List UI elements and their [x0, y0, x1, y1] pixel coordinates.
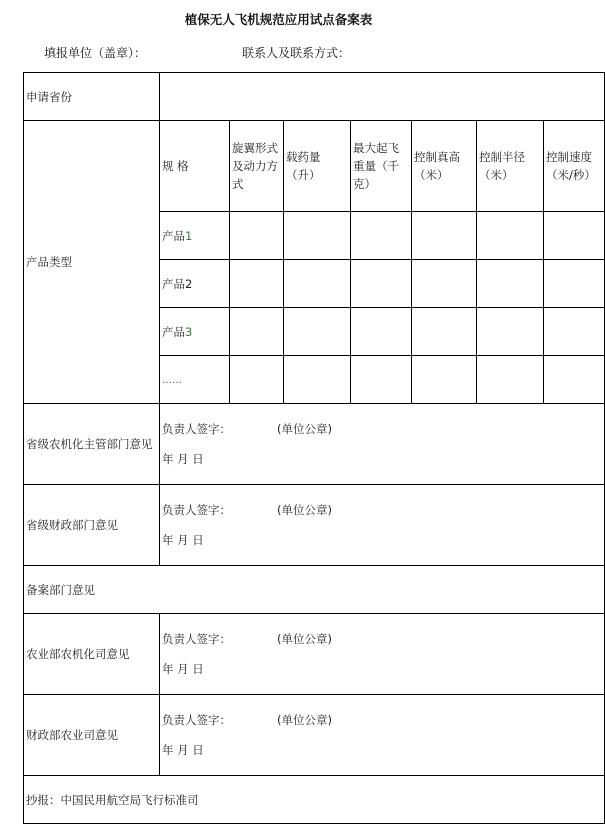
filing-form-table [23, 72, 605, 824]
opinion-row [24, 485, 605, 566]
payload-header: 载药量（升） [284, 121, 351, 212]
apply-province-label: 申请省份 [24, 73, 160, 121]
stamp-label: (单位公章) [277, 422, 332, 436]
page-title: 植保无人飞机规范应用试点备案表 [184, 12, 373, 27]
cell[interactable] [351, 212, 412, 260]
spec-header-row [24, 121, 605, 212]
sign-label: 负责人签字： [162, 503, 231, 517]
cell[interactable] [477, 308, 544, 356]
sign-label: 负责人签字： [162, 422, 231, 436]
control-radius-header: 控制半径（米） [477, 121, 544, 212]
control-speed-header: 控制速度（米/秒） [544, 121, 605, 212]
apply-province-value[interactable] [160, 73, 605, 121]
cell[interactable] [544, 212, 605, 260]
cell[interactable] [412, 356, 477, 404]
cell[interactable] [230, 356, 284, 404]
cell[interactable] [544, 356, 605, 404]
filing-dept-label: 备案部门意见 [24, 566, 605, 614]
opinion-row [24, 695, 605, 776]
cell[interactable] [477, 212, 544, 260]
stamp-label: (单位公章) [277, 713, 332, 727]
date-label: 年 月 日 [162, 452, 204, 466]
provincial-finance-label: 省级财政部门意见 [24, 485, 160, 566]
rotor-power-header: 旋翼形式及动力方式 [230, 121, 284, 212]
opinion-sign-area[interactable] [160, 695, 605, 776]
product-label: 产品1 [160, 212, 230, 260]
stamp-label: (单位公章) [277, 632, 332, 646]
stamp-label: (单位公章) [277, 503, 332, 517]
opinion-sign-area[interactable] [160, 614, 605, 695]
product-type-label: 产品类型 [24, 121, 160, 404]
apply-province-row [24, 73, 605, 121]
cell[interactable] [230, 212, 284, 260]
spec-label: 规 格 [160, 121, 230, 212]
mof-agri-dept-label: 财政部农业司意见 [24, 695, 160, 776]
cell[interactable] [230, 260, 284, 308]
cell[interactable] [477, 260, 544, 308]
product-label: 产品2 [160, 260, 230, 308]
sign-label: 负责人签字： [162, 713, 231, 727]
cell[interactable] [412, 212, 477, 260]
more-products-ellipsis: …… [160, 356, 230, 404]
date-label: 年 月 日 [162, 533, 204, 547]
cell[interactable] [544, 260, 605, 308]
product-label: 产品3 [160, 308, 230, 356]
filing-dept-row [24, 566, 605, 614]
filler-unit-label: 填报单位（盖章）： [44, 46, 147, 60]
cell[interactable] [351, 260, 412, 308]
max-takeoff-weight-header: 最大起飞重量（千克） [351, 121, 412, 212]
date-label: 年 月 日 [162, 743, 204, 757]
cell[interactable] [284, 308, 351, 356]
cell[interactable] [351, 308, 412, 356]
cell[interactable] [230, 308, 284, 356]
cc-label: 抄报：中国民用航空局飞行标准司 [24, 776, 605, 824]
opinion-row [24, 404, 605, 485]
provincial-agri-mech-label: 省级农机化主管部门意见 [24, 404, 160, 485]
opinion-sign-area[interactable] [160, 404, 605, 485]
opinion-sign-area[interactable] [160, 485, 605, 566]
contact-label: 联系人及联系方式： [242, 46, 351, 60]
cell[interactable] [351, 356, 412, 404]
sign-label: 负责人签字： [162, 632, 231, 646]
opinion-row [24, 614, 605, 695]
cell[interactable] [544, 308, 605, 356]
cell[interactable] [412, 260, 477, 308]
control-height-header: 控制真高（米） [412, 121, 477, 212]
cell[interactable] [412, 308, 477, 356]
cell[interactable] [284, 260, 351, 308]
cell[interactable] [284, 356, 351, 404]
moa-mech-dept-label: 农业部农机化司意见 [24, 614, 160, 695]
cc-row [24, 776, 605, 824]
cell[interactable] [477, 356, 544, 404]
date-label: 年 月 日 [162, 662, 204, 676]
cell[interactable] [284, 212, 351, 260]
